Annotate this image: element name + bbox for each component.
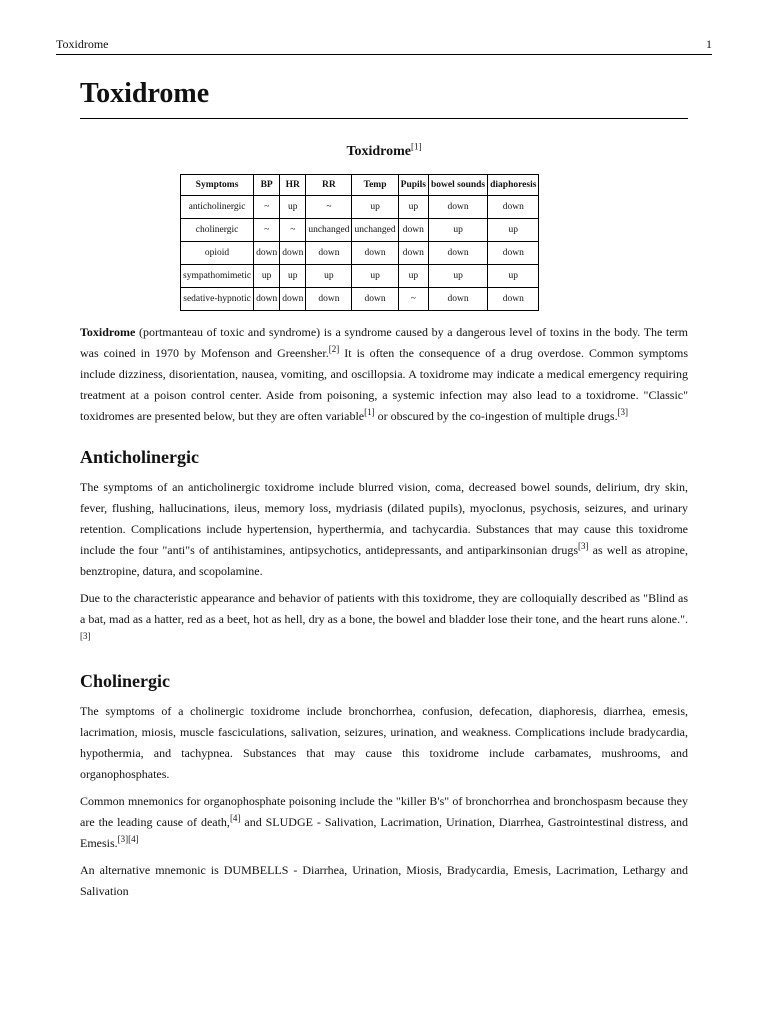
- citation-ref[interactable]: [3]: [617, 407, 629, 417]
- cholinergic-paragraph-3: An alternative mnemonic is DUMBELLS - Diarrhea, Urination, Miosis, Bradycardia, Emesis, Lacrimation, Lethargy and Salivation: [80, 863, 688, 898]
- heading-anticholinergic: Anticholinergic: [80, 447, 199, 467]
- table-cell: down: [306, 288, 352, 311]
- table-cell: unchanged: [352, 219, 398, 242]
- intro-paragraph: [80, 322, 688, 427]
- table-cell: up: [280, 196, 306, 219]
- citation-ref[interactable]: [2]: [328, 344, 340, 354]
- table-cell: down: [352, 242, 398, 265]
- table-cell: ~: [306, 196, 352, 219]
- table-cell: unchanged: [306, 219, 352, 242]
- table-cell: up: [398, 196, 428, 219]
- citation-ref[interactable]: [4]: [229, 813, 241, 823]
- table-cell: down: [429, 242, 488, 265]
- paragraph-text: as well as atropine, benztropine, datura, and scopolamine.: [80, 543, 688, 578]
- table-cell: down: [429, 196, 488, 219]
- paragraph-text: The symptoms of an anticholinergic toxidrome include blurred vision, coma, decreased bowel sounds, delirium, dry skin, fever, flushing, hallucinations, ileus, memory loss, mydriasis (dilated pupils), myoclonus, psychosis, seizures, and urinary retention. Complications include hypertension, hyperthermia, and tachycardia. Substances that may cause this toxidrome include the four "anti"s of antihistamines, antipsychotics, antidepressants, and antiparkinsonian drugs: [80, 480, 688, 557]
- table-cell: down: [352, 288, 398, 311]
- table-cell: up: [280, 265, 306, 288]
- cholinergic-paragraph-2: [80, 791, 688, 854]
- table-caption-ref[interactable]: [1]: [411, 141, 422, 152]
- citation-ref[interactable]: [3][4]: [117, 834, 139, 844]
- table-row: [181, 288, 539, 311]
- table-row: [181, 196, 539, 219]
- table-cell: down: [254, 242, 280, 265]
- table-cell: ~: [398, 288, 428, 311]
- page-title: Toxidrome: [80, 78, 688, 119]
- column-header: bowel sounds: [429, 175, 488, 196]
- table-cell: up: [306, 265, 352, 288]
- table-row: [181, 265, 539, 288]
- table-caption-text: Toxidrome: [346, 144, 412, 159]
- table-cell: down: [306, 242, 352, 265]
- table-cell: ~: [254, 196, 280, 219]
- intro-term: Toxidrome: [80, 325, 136, 339]
- citation-ref[interactable]: [3]: [80, 631, 91, 641]
- anticholinergic-paragraph-2: [80, 588, 688, 651]
- table-cell: up: [488, 265, 539, 288]
- table-cell: up: [488, 219, 539, 242]
- column-header: Symptoms: [181, 175, 254, 196]
- row-label: sympathomimetic: [181, 265, 254, 288]
- column-header: diaphoresis: [488, 175, 539, 196]
- table-cell: down: [280, 242, 306, 265]
- table-header-row: [181, 175, 539, 196]
- heading-cholinergic: Cholinergic: [80, 671, 170, 691]
- table-row: [181, 242, 539, 265]
- toxidrome-table: [180, 174, 539, 311]
- table-row: [181, 219, 539, 242]
- table-cell: up: [352, 265, 398, 288]
- table-cell: down: [398, 242, 428, 265]
- table-cell: down: [429, 288, 488, 311]
- paragraph-text: and SLUDGE - Salivation, Lacrimation, Urination, Diarrhea, Gastrointestinal distress, and Emesis.: [80, 815, 688, 850]
- table-cell: up: [429, 265, 488, 288]
- row-label: opioid: [181, 242, 254, 265]
- table-caption: [80, 141, 688, 160]
- table-cell: ~: [254, 219, 280, 242]
- table-cell: up: [398, 265, 428, 288]
- citation-ref[interactable]: [1]: [364, 407, 375, 417]
- table-cell: down: [398, 219, 428, 242]
- anticholinergic-paragraph-1: [80, 477, 688, 582]
- running-title: Toxidrome: [56, 37, 109, 51]
- row-label: anticholinergic: [181, 196, 254, 219]
- table-cell: down: [488, 288, 539, 311]
- cholinergic-paragraph-1: The symptoms of a cholinergic toxidrome include bronchorrhea, confusion, defecation, diaphoresis, diarrhea, emesis, lacrimation, miosis, muscle fasciculations, salivation, seizures, urination, and weakness. Complications include bradycardia, hypothermia, and tachypnea. Substances that may cause this toxidrome include carbamates, mushrooms, and organophosphates.: [80, 704, 688, 781]
- intro-text-1: (portmanteau of toxic and syndrome) is a syndrome caused by a dangerous level of toxins in the body. The term was coined in 1970 by Mofenson and Greensher.: [80, 325, 688, 360]
- column-header: Pupils: [398, 175, 428, 196]
- table-body: [181, 196, 539, 311]
- table-cell: up: [352, 196, 398, 219]
- column-header: HR: [280, 175, 306, 196]
- table-cell: down: [488, 242, 539, 265]
- column-header: BP: [254, 175, 280, 196]
- page-number: 1: [706, 37, 712, 51]
- table-cell: ~: [280, 219, 306, 242]
- column-header: RR: [306, 175, 352, 196]
- table-cell: up: [429, 219, 488, 242]
- table-cell: down: [254, 288, 280, 311]
- table-cell: up: [254, 265, 280, 288]
- article-body: [80, 322, 688, 908]
- table-cell: down: [280, 288, 306, 311]
- table-cell: down: [488, 196, 539, 219]
- paragraph-text: Common mnemonics for organophosphate poisoning include the "killer B's" of bronchorrhea and bronchospasm because they are the leading cause of death,: [80, 794, 688, 829]
- intro-text-2: It is often the consequence of a drug overdose. Common symptoms include dizziness, disorientation, nausea, vomiting, and oscillopsia. A toxidrome may indicate a medical emergency requiring treatment at a poison control center. Aside from poisoning, a systemic infection may also lead to a toxidrome. "Classic" toxidromes are presented below, but they are often variable: [80, 346, 688, 423]
- row-label: sedative-hypnotic: [181, 288, 254, 311]
- running-header: [56, 37, 712, 55]
- paragraph-text: Due to the characteristic appearance and behavior of patients with this toxidrome, they are colloquially described as "Blind as a bat, mad as a hatter, red as a beet, hot as hell, dry as a bone, the bowel and bladder lose their tone, and the heart runs alone.".: [80, 591, 688, 626]
- column-header: Temp: [352, 175, 398, 196]
- intro-text-3: or obscured by the co-ingestion of multiple drugs.: [374, 409, 618, 423]
- citation-ref[interactable]: [3]: [578, 541, 589, 551]
- row-label: cholinergic: [181, 219, 254, 242]
